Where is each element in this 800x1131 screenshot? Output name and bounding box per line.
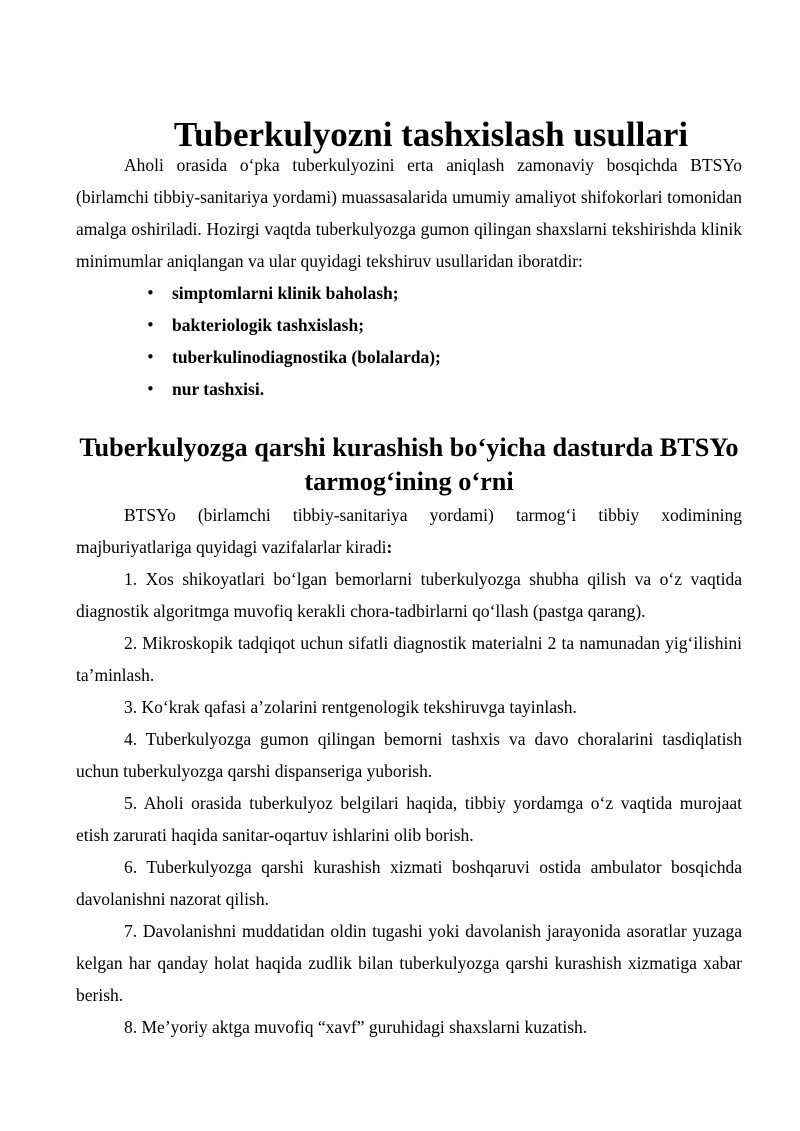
section-title-diagnosis-methods: Tuberkulyozni tashxislash usullari	[173, 115, 689, 154]
bullet-item-text: nur tashxisi.	[172, 379, 265, 399]
numbered-item: 6. Tuberkulyozga qarshi kurashish xizmati boshqaruvi ostida ambulator bosqichda davolanishni nazorat qilish.	[76, 857, 742, 909]
numbered-item: 5. Aholi orasida tuberkulyoz belgilari haqida, tibbiy yordamga o‘z vaqtida murojaat etish zarurati haqida sanitar-oqartuv ishlarini olib borish.	[76, 793, 742, 845]
paragraph-intro: Aholi orasida o‘pka tuberkulyozini erta aniqlash zamonaviy bosqichda BTSYo (birlamchi tibbiy-sanitariya yordami) muassasalarida umumiy amaliyot shifokorlari tomonidan amalga oshiriladi. Hozirgi vaqtda tuberkulyozga gumon qilingan shaxslarni tekshirishda klinik minimumlar aniqlangan va ular quyidagi tekshiruv usullaridan iboratdir:	[76, 155, 742, 271]
numbered-item: 3. Ko‘krak qafasi a’zolarini rentgenologik tekshiruvga tayinlash.	[124, 697, 577, 717]
bullet-dot-icon: •	[146, 348, 155, 366]
bullet-item-text: bakteriologik tashxislash;	[172, 315, 365, 335]
bullet-item	[144, 373, 742, 405]
bullet-item-text: tuberkulinodiagnostika (bolalarda);	[172, 347, 441, 367]
section-spacer	[76, 405, 742, 431]
bullet-dot-icon: •	[146, 316, 155, 334]
bullet-dot-icon: •	[146, 380, 155, 398]
bullet-item	[144, 341, 742, 373]
duties-intro-colon: :	[386, 537, 393, 557]
paragraph-duties-intro	[76, 499, 742, 563]
document-page	[76, 115, 742, 1043]
bullet-item-text: simptomlarni klinik baholash;	[172, 283, 399, 303]
numbered-item: 2. Mikroskopik tadqiqot uchun sifatli diagnostik materialni 2 ta namunadan yig‘ilishini ta’minlash.	[76, 633, 742, 685]
numbered-item: 8. Me’yoriy aktga muvofiq “xavf” guruhidagi shaxslarni kuzatish.	[124, 1017, 588, 1037]
bullet-item	[144, 309, 742, 341]
bullet-dot-icon: •	[146, 284, 155, 302]
bullet-item	[144, 277, 742, 309]
section-title-btsyo-role: Tuberkulyozga qarshi kurashish bo‘yicha dasturda BTSYo tarmog‘ining o‘rni	[79, 433, 739, 496]
duties-intro-text: BTSYo (birlamchi tibbiy-sanitariya yordami) tarmog‘i tibbiy xodimining majburiyatlariga quyidagi vazifalarlar kiradi	[76, 505, 742, 557]
numbered-item: 7. Davolanishni muddatidan oldin tugashi yoki davolanish jarayonida asoratlar yuzaga kelgan har qanday holat haqida zudlik bilan tuberkulyozga qarshi kurashish xizmatiga xabar berish.	[76, 921, 742, 1005]
numbered-item: 4. Tuberkulyozga gumon qilingan bemorni tashxis va davo choralarini tasdiqlatish uchun tuberkulyozga qarshi dispanseriga yuborish.	[76, 729, 742, 781]
numbered-item: 1. Xos shikoyatlari bo‘lgan bemorlarni tuberkulyozga shubha qilish va o‘z vaqtida diagnostik algoritmga muvofiq kerakli chora-tadbirlarni qo‘llash (pastga qarang).	[76, 569, 742, 621]
bullet-list-diagnosis-methods	[76, 277, 742, 405]
